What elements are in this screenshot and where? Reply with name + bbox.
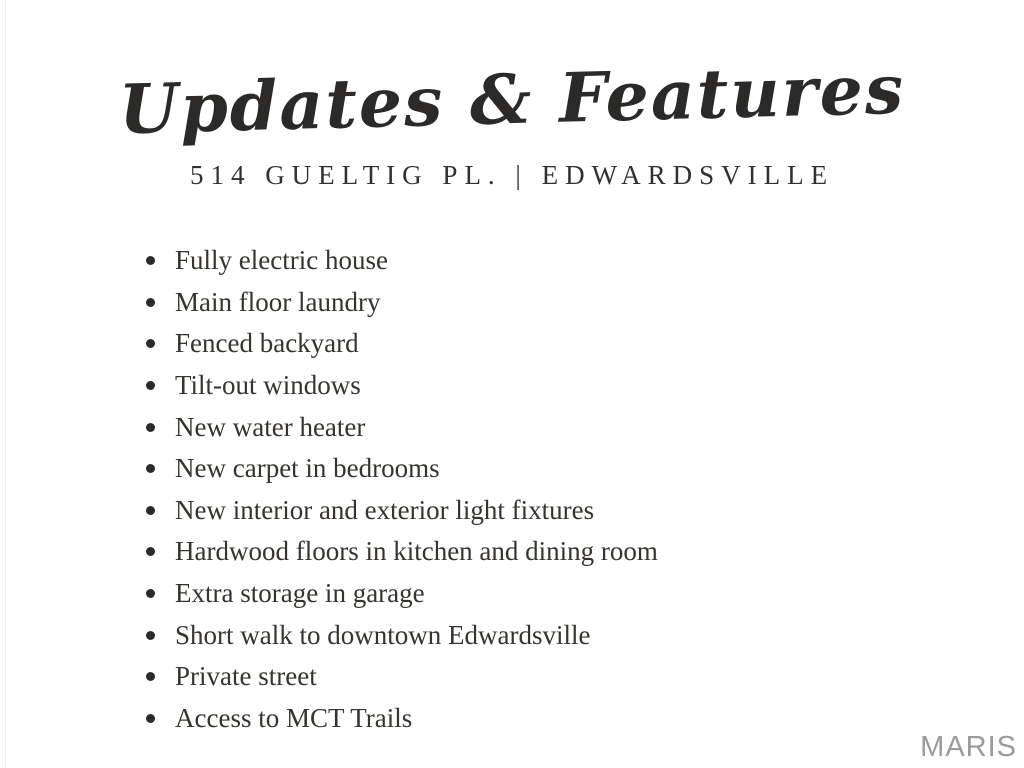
feature-text: Fenced backyard (175, 328, 359, 359)
list-item (146, 448, 658, 490)
feature-text: Private street (175, 661, 317, 692)
flyer-header (0, 48, 1024, 191)
bullet-icon (146, 506, 155, 515)
list-item (146, 573, 658, 615)
feature-text: New water heater (175, 411, 366, 442)
bullet-icon (146, 631, 155, 640)
feature-text: Hardwood floors in kitchen and dining room (175, 536, 658, 567)
bullet-icon (146, 714, 155, 723)
feature-text: Extra storage in garage (175, 578, 425, 609)
feature-text: Access to MCT Trails (175, 702, 413, 733)
list-item (146, 323, 658, 365)
list-item (146, 406, 658, 448)
feature-text: Tilt-out windows (175, 370, 361, 401)
bullet-icon (146, 381, 155, 390)
list-item (146, 282, 658, 324)
bullet-icon (146, 547, 155, 556)
list-item (146, 490, 658, 532)
bullet-icon (146, 256, 155, 265)
list-item (146, 365, 658, 407)
list-item (146, 240, 658, 282)
bullet-icon (146, 298, 155, 307)
feature-text: New carpet in bedrooms (175, 453, 440, 484)
feature-list (146, 240, 658, 739)
feature-text: Main floor laundry (175, 286, 381, 317)
list-item (146, 614, 658, 656)
bullet-icon (146, 672, 155, 681)
feature-text: Fully electric house (175, 245, 388, 276)
list-item (146, 698, 658, 740)
bullet-icon (146, 339, 155, 348)
feature-text: Short walk to downtown Edwardsville (175, 619, 591, 650)
feature-text: New interior and exterior light fixtures (175, 494, 595, 525)
list-item (146, 531, 658, 573)
list-item (146, 656, 658, 698)
page-title: Updates & Features (117, 49, 907, 151)
bullet-icon (146, 464, 155, 473)
property-address: 514 GUELTIG PL. | EDWARDSVILLE (189, 160, 835, 190)
bullet-icon (146, 589, 155, 598)
bullet-icon (146, 423, 155, 432)
maris-watermark: MARIS (920, 731, 1017, 763)
